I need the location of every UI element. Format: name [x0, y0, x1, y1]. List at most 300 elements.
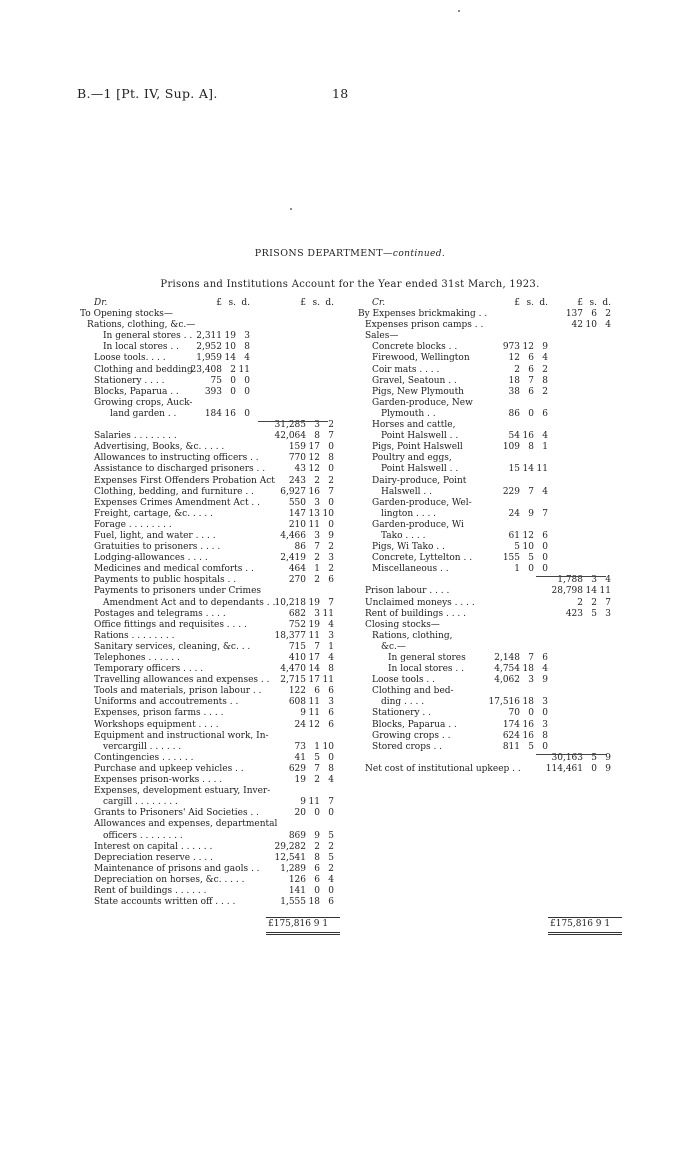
- ledger-row: [358, 686, 626, 697]
- ledger-row: [358, 631, 626, 642]
- ledger-item-label: Sanitary services, cleaning, &c. . .: [94, 641, 251, 652]
- item-amount: [478, 387, 548, 398]
- ledger-item-label: Miscellaneous . .: [372, 564, 449, 575]
- item-amount-pence: 0: [542, 542, 548, 553]
- item-amount: [478, 697, 548, 708]
- ledger-item-label: Plymouth . .: [381, 408, 436, 419]
- ledger-item-label: Stationery . .: [372, 708, 432, 719]
- inner-currency-heading: [180, 298, 250, 309]
- ledger-row: [80, 376, 350, 387]
- item-amount: [478, 531, 548, 542]
- spacer: [358, 819, 626, 830]
- subtotal-amount-shillings: 17: [308, 442, 320, 453]
- subtotal-rule: [536, 576, 606, 577]
- ledger-item-label: Poultry and eggs,: [372, 453, 452, 464]
- subtotal-amount-pence: 4: [328, 653, 334, 663]
- grand-total: £175,816 9 1: [550, 919, 611, 930]
- ledger-item-label: In general stores: [388, 653, 466, 663]
- subtotal-amount: [264, 664, 334, 675]
- item-amount-pounds: 155: [502, 553, 520, 564]
- item-amount-pounds: 2,952: [196, 342, 222, 353]
- ledger-item-label: Telephones . . . . . .: [94, 653, 180, 663]
- subtotal-amount-shillings: 19: [308, 597, 320, 608]
- subtotal-amount-shillings: 7: [314, 641, 320, 652]
- item-amount-shillings: 6: [528, 353, 534, 364]
- subtotal-amount-shillings: 11: [308, 697, 320, 708]
- subtotal-amount-shillings: 2: [314, 575, 320, 586]
- subtotal-amount-pounds: 4,466: [280, 530, 306, 541]
- ledger-row: [80, 464, 350, 475]
- subtotal-amount-shillings: 3: [591, 575, 597, 586]
- subtotal-amount-shillings: 8: [314, 431, 320, 442]
- ledger-row: [80, 620, 350, 631]
- column-side-label: Cr.: [372, 298, 386, 308]
- ledger-row: [80, 420, 350, 431]
- subtotal-amount: [264, 708, 334, 719]
- subtotal-amount-pence: 9: [605, 752, 611, 763]
- column-heading: [358, 298, 626, 309]
- ledger-item-label: officers . . . . . . . .: [103, 830, 183, 841]
- subtotal-amount-pounds: 752: [288, 619, 306, 630]
- subtotal-amount-pence: 2: [328, 863, 334, 874]
- item-amount: [478, 708, 548, 719]
- ledger-item-label: Sales—: [365, 331, 399, 342]
- subtotal-amount-shillings: 11: [308, 519, 320, 530]
- subtotal-amount: [264, 842, 334, 853]
- subtotal-amount: [264, 864, 334, 875]
- ledger-row: [358, 553, 626, 564]
- item-amount-pounds: 2,311: [196, 331, 222, 342]
- subtotal-amount-pence: 0: [328, 464, 334, 475]
- subtotal-amount-shillings: 10: [585, 320, 597, 331]
- spacer: [358, 842, 626, 853]
- item-amount-pounds: 229: [502, 486, 520, 497]
- item-amount-pence: 6: [542, 653, 548, 663]
- subtotal-amount-shillings: 18: [308, 897, 320, 908]
- subtotal-amount-pence: 3: [328, 630, 334, 641]
- subtotal-amount-pence: 3: [605, 608, 611, 619]
- ledger-item-label: Workshops equipment . . . .: [94, 719, 219, 730]
- subtotal-amount-pounds: 550: [288, 497, 306, 508]
- item-amount-pence: 0: [244, 386, 250, 397]
- ledger-row: [80, 553, 350, 564]
- item-amount-pence: 11: [238, 364, 250, 375]
- spacer: [358, 886, 626, 897]
- subtotal-amount-pounds: 137: [565, 309, 583, 320]
- item-amount-pence: 4: [542, 353, 548, 364]
- ledger-row: [358, 398, 626, 409]
- subtotal-amount-pounds: 270: [288, 575, 306, 586]
- ledger-row: [80, 509, 350, 520]
- ledger-row: [80, 564, 350, 575]
- ledger-row: [358, 342, 626, 353]
- ledger-row: [80, 542, 350, 553]
- ledger-row: [80, 797, 350, 808]
- subtotal-amount-shillings: 14: [308, 664, 320, 675]
- subtotal-amount-pounds: 1,289: [280, 863, 306, 874]
- item-amount-pounds: 75: [210, 375, 222, 386]
- item-amount: [478, 653, 548, 664]
- subtotal-amount-pence: 8: [328, 664, 334, 675]
- subtotal-amount: [264, 808, 334, 819]
- ledger-item-label: Loose tools . .: [372, 675, 436, 686]
- ledger-row: [80, 664, 350, 675]
- total-top-rule: [266, 917, 340, 918]
- total-double-rule: [266, 932, 340, 933]
- subtotal-amount-pounds: 2: [577, 597, 583, 608]
- subtotal-amount-pounds: 126: [288, 874, 306, 885]
- pounds-heading: £: [216, 298, 222, 308]
- spacer: [358, 897, 626, 908]
- ledger-item-label: Temporary officers . . . .: [94, 664, 204, 675]
- subtotal-amount-pounds: 608: [288, 697, 306, 708]
- spacer: [358, 808, 626, 819]
- subtotal-amount-pence: 7: [328, 797, 334, 808]
- subtotal-amount: [264, 831, 334, 842]
- item-amount-pence: 0: [542, 741, 548, 752]
- grand-total-row: [358, 919, 626, 930]
- subtotal-amount-pence: 0: [328, 808, 334, 819]
- item-amount-shillings: 16: [522, 431, 534, 442]
- subtotal-amount-shillings: 0: [314, 808, 320, 819]
- subtotal-amount: [264, 720, 334, 731]
- subtotal-amount-pence: 10: [322, 508, 334, 519]
- subtotal-amount-pence: 7: [328, 597, 334, 608]
- ledger-row: [80, 808, 350, 819]
- subtotal-amount: [264, 653, 334, 664]
- ledger-row: [358, 498, 626, 509]
- subtotal-amount-pounds: 4,470: [280, 664, 306, 675]
- subtotal-amount: [264, 476, 334, 487]
- ledger-row: [358, 620, 626, 631]
- ledger-row: [80, 586, 350, 597]
- ledger-row: [358, 420, 626, 431]
- subtotal-amount-pence: 2: [605, 309, 611, 320]
- page-number: 18: [332, 86, 349, 101]
- item-amount-pence: 0: [542, 564, 548, 575]
- subtotal-amount-pence: 3: [328, 697, 334, 708]
- subtotal-amount: [264, 509, 334, 520]
- total-double-rule: [548, 934, 622, 935]
- subtotal-amount: [264, 553, 334, 564]
- ledger-row: [358, 376, 626, 387]
- item-amount-pence: 4: [542, 486, 548, 497]
- shillings-heading: s.: [228, 298, 236, 308]
- subtotal-amount-pounds: 41: [294, 752, 306, 763]
- ledger-item-label: To Opening stocks—: [80, 309, 173, 320]
- item-amount: [478, 464, 548, 475]
- subtotal-amount: [264, 542, 334, 553]
- subtotal-amount-pounds: 42: [571, 320, 583, 331]
- subtotal-amount-pence: 9: [605, 763, 611, 774]
- item-amount-pounds: 4,062: [494, 675, 520, 686]
- subtotal-amount-pence: 4: [605, 320, 611, 331]
- ledger-row: [358, 664, 626, 675]
- subtotal-amount-pounds: 12,541: [274, 852, 306, 863]
- ledger-item-label: Depreciation reserve . . . .: [94, 852, 213, 863]
- ledger-item-label: Expenses Crimes Amendment Act . .: [94, 497, 261, 508]
- ledger-item-label: Forage . . . . . . . .: [94, 519, 172, 530]
- item-amount-pence: 8: [542, 375, 548, 386]
- subtotal-amount-shillings: 3: [314, 530, 320, 541]
- pence-heading: d.: [539, 298, 548, 308]
- ledger-row: [80, 686, 350, 697]
- total-double-rule: [266, 934, 340, 935]
- subtotal-amount-shillings: 5: [314, 752, 320, 763]
- subtotal-amount-pounds: 715: [288, 641, 306, 652]
- ledger-item-label: Lodging-allowances . . . .: [94, 553, 208, 564]
- ledger-row: [358, 575, 626, 586]
- item-amount-shillings: 7: [528, 653, 534, 663]
- item-amount: [180, 387, 250, 398]
- ledger-row: [358, 487, 626, 498]
- subtotal-amount: [264, 775, 334, 786]
- subtotal-amount: [541, 764, 611, 775]
- ledger-row: [80, 342, 350, 353]
- item-amount: [478, 442, 548, 453]
- subtotal-amount-pence: 6: [328, 719, 334, 730]
- subtotal-amount: [264, 453, 334, 464]
- ledger-item-label: Dairy-produce, Point: [372, 475, 467, 486]
- subtotal-amount-pence: 8: [328, 763, 334, 774]
- item-amount: [478, 731, 548, 742]
- subtotal-amount-pence: 2: [328, 841, 334, 852]
- ledger-row: [80, 365, 350, 376]
- ledger-row: [358, 453, 626, 464]
- ledger-item-label: In local stores . .: [103, 342, 179, 353]
- item-amount: [478, 742, 548, 753]
- subtotal-amount: [264, 575, 334, 586]
- item-amount-pounds: 5: [514, 542, 520, 553]
- ledger-row: [358, 309, 626, 320]
- subtotal-amount: [264, 598, 334, 609]
- subtotal-amount-pence: 6: [328, 897, 334, 908]
- subtotal-amount-pounds: 682: [288, 608, 306, 619]
- subtotal-amount: [264, 675, 334, 686]
- ledger-row: [358, 387, 626, 398]
- item-amount-pence: 0: [244, 375, 250, 386]
- subtotal-amount-pounds: 24: [294, 719, 306, 730]
- ledger-row: [80, 653, 350, 664]
- item-amount-shillings: 19: [224, 331, 236, 342]
- subtotal-amount: [541, 609, 611, 620]
- subtotal-amount-pence: 6: [328, 575, 334, 586]
- item-amount-pence: 9: [542, 675, 548, 686]
- ledger-item-label: Prison labour . . . .: [365, 586, 450, 597]
- item-amount-pounds: 109: [502, 442, 520, 453]
- subtotal-amount-shillings: 16: [308, 486, 320, 497]
- spacer: [358, 864, 626, 875]
- item-amount-shillings: 16: [224, 408, 236, 419]
- total-top-rule: [548, 917, 622, 918]
- ledger-item-label: Expenses First Offenders Probation Act: [94, 475, 275, 486]
- subtotal-amount: [264, 897, 334, 908]
- ledger-item-label: Amendment Act and to dependants . .: [103, 597, 276, 608]
- item-amount: [478, 720, 548, 731]
- item-amount: [478, 509, 548, 520]
- subtotal-amount-pounds: 86: [294, 542, 306, 553]
- item-amount-shillings: 6: [528, 386, 534, 397]
- item-amount-shillings: 6: [528, 364, 534, 375]
- item-amount-pounds: 1,959: [196, 353, 222, 364]
- subtotal-amount: [264, 620, 334, 631]
- subtotal-rule: [258, 421, 328, 422]
- ledger-row: [80, 786, 350, 797]
- item-amount-pounds: 393: [204, 386, 222, 397]
- subtotal-amount-shillings: 5: [591, 752, 597, 763]
- subtotal-amount-pounds: 9: [300, 708, 306, 719]
- ledger-item-label: Coir mats . . . .: [372, 364, 440, 375]
- ledger-item-label: Gravel, Seatoun . .: [372, 375, 457, 386]
- item-amount-pounds: 38: [508, 386, 520, 397]
- ledger-row: [358, 431, 626, 442]
- ledger-item-label: Unclaimed moneys . . . .: [365, 597, 475, 608]
- item-amount-shillings: 5: [528, 741, 534, 752]
- subtotal-amount: [264, 487, 334, 498]
- subtotal-amount-pence: 10: [322, 741, 334, 752]
- subtotal-amount-pounds: 770: [288, 453, 306, 464]
- pence-heading: d.: [325, 298, 334, 308]
- ledger-item-label: Fuel, light, and water . . . .: [94, 530, 216, 541]
- outer-currency-heading: [541, 298, 611, 309]
- ledger-row: [80, 387, 350, 398]
- subtotal-amount: [541, 309, 611, 320]
- item-amount-shillings: 18: [522, 697, 534, 708]
- ledger-item-label: Concrete, Lyttelton . .: [372, 553, 473, 564]
- account-title: Prisons and Institutions Account for the Year ended 31st March, 1923.: [160, 279, 540, 290]
- item-amount-shillings: 5: [528, 553, 534, 564]
- item-amount-pounds: 811: [502, 741, 520, 752]
- subtotal-amount-pence: 7: [605, 597, 611, 608]
- subtotal-amount-pence: 6: [328, 708, 334, 719]
- subtotal-amount: [541, 598, 611, 609]
- item-amount: [180, 409, 250, 420]
- subtotal-amount-pounds: 6,927: [280, 486, 306, 497]
- subtotal-amount-shillings: 2: [314, 553, 320, 564]
- item-amount-pounds: 17,516: [488, 697, 520, 708]
- ledger-row: [80, 331, 350, 342]
- item-amount-pence: 1: [542, 442, 548, 453]
- subtotal-amount-pounds: 2,419: [280, 553, 306, 564]
- subtotal-amount: [264, 520, 334, 531]
- subtotal-amount-pounds: 243: [288, 475, 306, 486]
- subtotal-amount-shillings: 12: [308, 719, 320, 730]
- shillings-heading: s.: [526, 298, 534, 308]
- ledger-item-label: Payments to prisoners under Crimes: [94, 586, 262, 597]
- subtotal-amount-shillings: 6: [314, 686, 320, 697]
- ledger-row: [358, 653, 626, 664]
- ledger-item-label: Postages and telegrams . . . .: [94, 608, 226, 619]
- subtotal-amount-pounds: 73: [294, 741, 306, 752]
- item-amount-pounds: 973: [502, 342, 520, 353]
- subtotal-amount: [541, 320, 611, 331]
- subtotal-amount-pence: 7: [328, 431, 334, 442]
- ledger-row: [358, 531, 626, 542]
- ledger-item-label: Maintenance of prisons and gaols . .: [94, 863, 260, 874]
- subtotal-amount-shillings: 6: [314, 863, 320, 874]
- subtotal-amount-pounds: 147: [288, 508, 306, 519]
- ledger-item-label: Expenses, prison farms . . . .: [94, 708, 224, 719]
- item-amount: [180, 353, 250, 364]
- subtotal-amount-shillings: 0: [314, 885, 320, 896]
- subtotal-amount-shillings: 2: [314, 841, 320, 852]
- pounds-heading: £: [300, 298, 306, 308]
- item-amount-pounds: 2: [514, 364, 520, 375]
- item-amount-pence: 4: [244, 353, 250, 364]
- total-double-rule: [548, 932, 622, 933]
- subtotal-amount: [264, 753, 334, 764]
- ledger-item-label: Clothing and bedding: [94, 364, 193, 375]
- debit-column: [80, 298, 350, 930]
- ledger-item-label: Advertising, Books, &c. . . . .: [94, 442, 225, 453]
- ledger-row: [80, 731, 350, 742]
- ledger-item-label: Horses and cattle,: [372, 420, 456, 431]
- ledger-item-label: Assistance to discharged prisoners . .: [94, 464, 266, 475]
- item-amount-pence: 0: [244, 408, 250, 419]
- item-amount-pence: 4: [542, 431, 548, 442]
- subtotal-amount-pounds: 141: [288, 885, 306, 896]
- ledger-row: [80, 853, 350, 864]
- ledger-row: [80, 442, 350, 453]
- subtotal-amount: [264, 631, 334, 642]
- subtotal-amount-shillings: 11: [308, 708, 320, 719]
- subtotal-amount-pence: 11: [322, 608, 334, 619]
- item-amount: [478, 564, 548, 575]
- item-amount-pence: 11: [536, 464, 548, 475]
- ledger-row: [358, 542, 626, 553]
- subtotal-amount-shillings: 3: [314, 420, 320, 431]
- item-amount-pounds: 174: [502, 719, 520, 730]
- ledger-item-label: Closing stocks—: [365, 619, 440, 630]
- ledger-row: [358, 520, 626, 531]
- ledger-row: [80, 309, 350, 320]
- ledger-row: [358, 353, 626, 364]
- item-amount-shillings: 7: [528, 486, 534, 497]
- subtotal-amount-pounds: 9: [300, 797, 306, 808]
- ledger-item-label: Interest on capital . . . . . .: [94, 841, 213, 852]
- inner-currency-heading: [478, 298, 548, 309]
- item-amount-pence: 7: [542, 508, 548, 519]
- ledger-row: [358, 476, 626, 487]
- ledger-row: [80, 886, 350, 897]
- ledger-row: [80, 453, 350, 464]
- item-amount-pence: 8: [542, 730, 548, 741]
- subtotal-amount-pence: 6: [328, 686, 334, 697]
- ledger-row: [358, 609, 626, 620]
- continued-label: continued.: [392, 249, 446, 259]
- item-amount-pence: 4: [542, 664, 548, 675]
- item-amount-shillings: 8: [528, 442, 534, 453]
- subtotal-amount-shillings: 3: [314, 497, 320, 508]
- spacer: [358, 831, 626, 842]
- subtotal-amount-pounds: 29,282: [274, 841, 306, 852]
- subtotal-amount-shillings: 6: [591, 309, 597, 320]
- ledger-item-label: Expenses prison camps . .: [365, 320, 484, 331]
- item-amount: [478, 409, 548, 420]
- ledger-row: [80, 742, 350, 753]
- subtotal-amount-pence: 4: [328, 619, 334, 630]
- subtotal-rule: [536, 754, 606, 755]
- item-amount: [180, 376, 250, 387]
- subtotal-amount-shillings: 11: [308, 630, 320, 641]
- subtotal-amount: [264, 464, 334, 475]
- subtotal-amount-pounds: 869: [288, 830, 306, 841]
- department-name: PRISONS DEPARTMENT—: [254, 248, 393, 259]
- subtotal-amount-shillings: 7: [314, 542, 320, 553]
- ledger-row: [80, 476, 350, 487]
- item-amount-shillings: 14: [224, 353, 236, 364]
- item-amount-pounds: 624: [502, 730, 520, 741]
